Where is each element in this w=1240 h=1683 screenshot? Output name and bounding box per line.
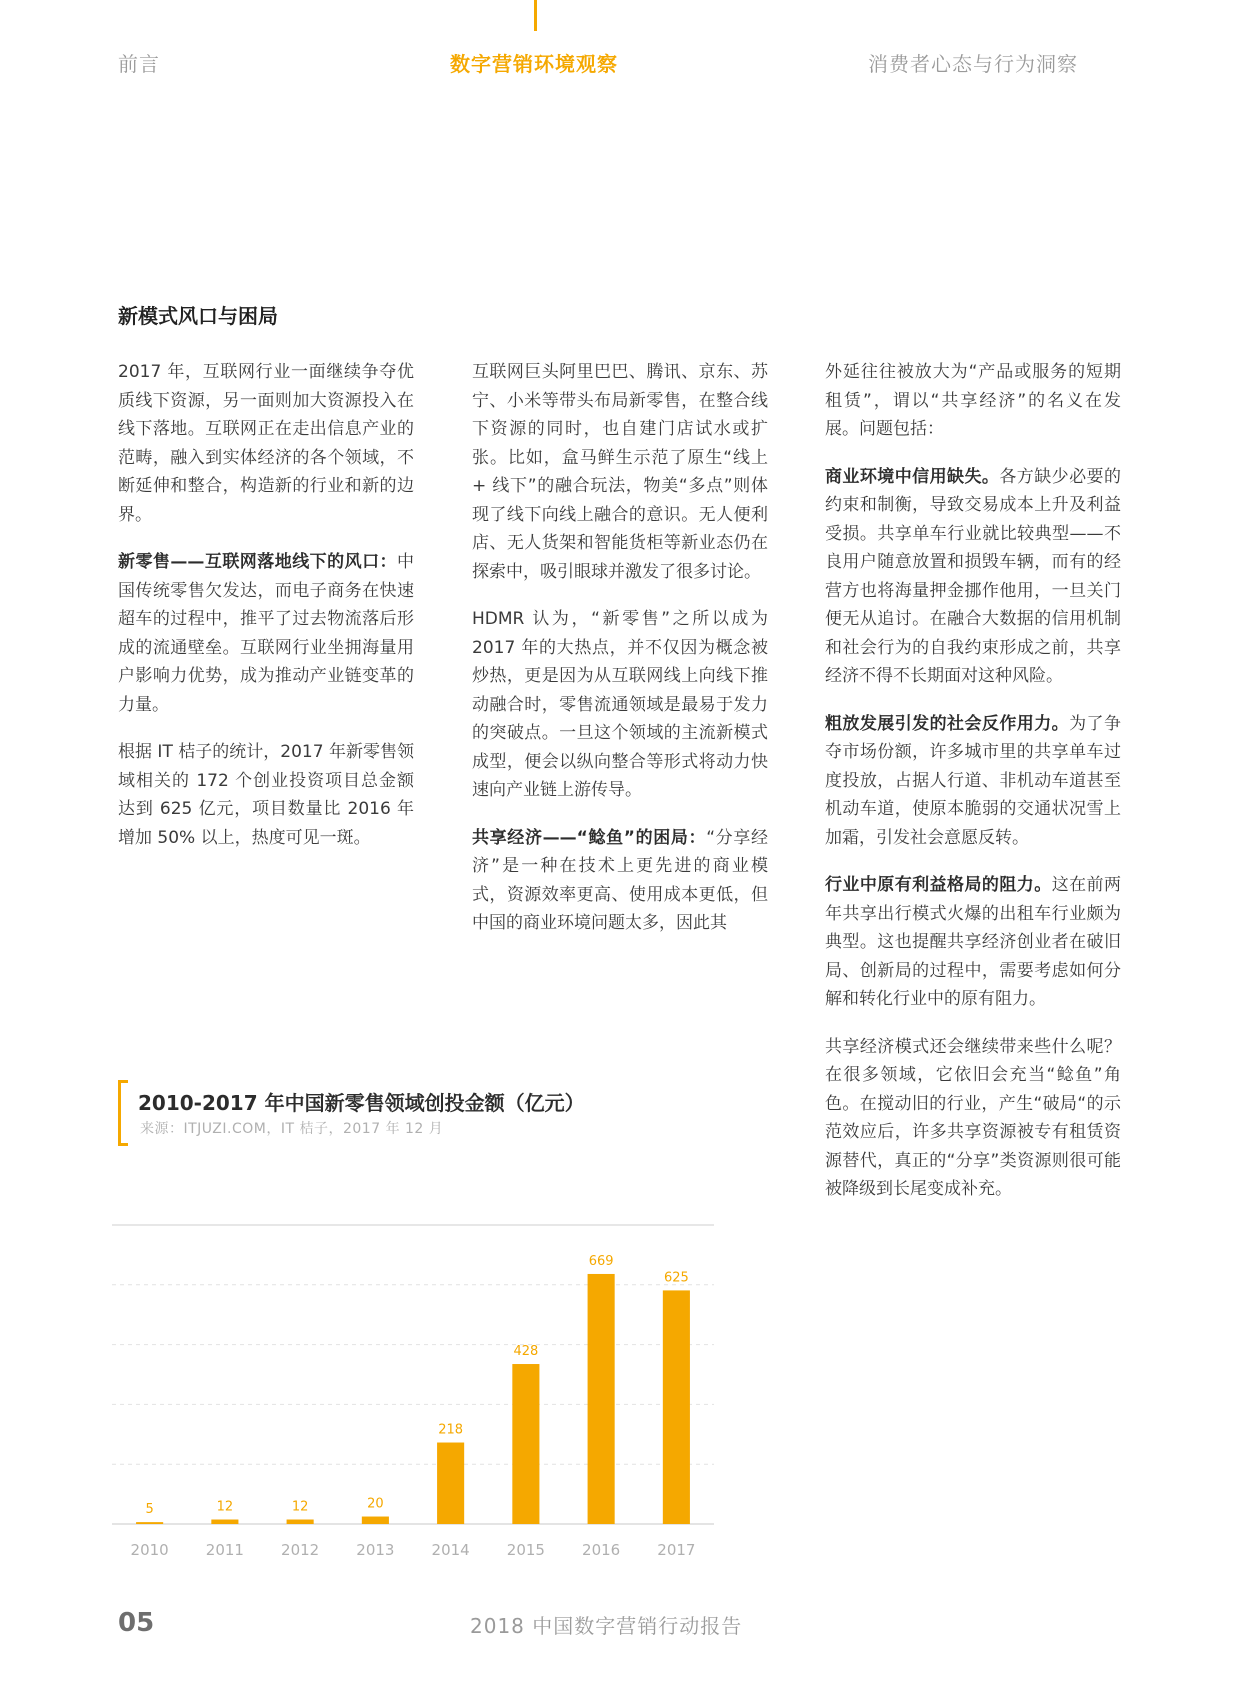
paragraph-text: 共享经济模式还会继续带来些什么呢？在很多领域，它依旧会充当“鲶鱼”角色。在搅动旧的行业，产生“破局“的示范效应后，许多共享资源被专有租赁资源替代，真正的“分享”类资源则很可能被降级到长尾变成补充。	[825, 1036, 1121, 1199]
paragraph	[472, 358, 768, 586]
paragraph	[472, 605, 768, 805]
paragraph-text: 这在前两年共享出行模式火爆的出租车行业颇为典型。这也提醒共享经济创业者在破旧局、创新局的过程中，需要考虑如何分解和转化行业中的原有阻力。	[825, 875, 1121, 1009]
paragraph-lead: 新零售——互联网落地线下的风口：	[118, 552, 397, 572]
page-number: 05	[118, 1608, 155, 1638]
x-tick-label-2012: 2012	[281, 1541, 320, 1559]
bar-value-label-2012: 12	[291, 1499, 309, 1515]
text-column-3	[825, 358, 1121, 1223]
paragraph-lead: 共享经济——“鲶鱼”的困局：	[472, 827, 707, 848]
paragraph	[472, 824, 768, 938]
paragraph-text: “分享经济”是一种在技术上更先进的商业模式，资源效率更高、使用成本更低，但中国的商业环境问题太多，因此其	[472, 827, 768, 933]
paragraph-text: 外延往往被放大为“产品或服务的短期租赁”，谓以“共享经济”的名义在发展。问题包括：	[825, 362, 1121, 439]
paragraph-lead: 粗放发展引发的社会反作用力。	[825, 713, 1070, 734]
nav-digital-marketing-environment[interactable]: 数字营销环境观察	[450, 52, 618, 76]
x-tick-label-2015: 2015	[506, 1541, 545, 1559]
paragraph-lead: 行业中原有利益格局的阻力。	[825, 875, 1052, 895]
chart-title: 2010-2017 年中国新零售领域创投金额（亿元）	[138, 1091, 585, 1115]
x-tick-label-2014: 2014	[431, 1541, 470, 1559]
paragraph	[825, 358, 1121, 444]
bar-2013	[362, 1517, 389, 1524]
x-tick-label-2017: 2017	[657, 1541, 696, 1559]
footer-title: 2018 中国数字营销行动报告	[470, 1614, 743, 1638]
paragraph	[825, 463, 1121, 691]
paragraph-text: 中国传统零售欠发达，而电子商务在快速超车的过程中，推平了过去物流落后形成的流通壁垒。互联网行业坐拥海量用户影响力优势，成为推动产业链变革的力量。	[118, 552, 414, 715]
paragraph	[118, 358, 414, 529]
paragraph-text: 2017 年，互联网行业一面继续争夺优质线下资源，另一面则加大资源投入在线下落地。互联网正在走出信息产业的范畴，融入到实体经济的各个领域，不断延伸和整合，构造新的行业和新的边界。	[118, 362, 414, 525]
paragraph	[118, 548, 414, 719]
x-tick-label-2011: 2011	[205, 1541, 244, 1559]
paragraph	[825, 710, 1121, 853]
chart-title-bracket	[118, 1080, 128, 1146]
nav-preface[interactable]: 前言	[118, 52, 160, 76]
top-marker	[534, 0, 537, 31]
paragraph-text: 根据 IT 桔子的统计，2017 年新零售领域相关的 172 个创业投资项目总金额达到 625 亿元，项目数量比 2016 年增加 50% 以上，热度可见一斑。	[118, 742, 414, 848]
x-tick-label-2010: 2010	[130, 1541, 169, 1559]
paragraph-lead: 商业环境中信用缺失。	[825, 466, 1000, 487]
bar-2014	[437, 1443, 464, 1524]
bar-value-label-2016: 669	[588, 1253, 614, 1269]
paragraph-text: 各方缺少必要的约束和制衡，导致交易成本上升及利益受损。共享单车行业就比较典型——不良用户随意放置和损毁车辆，而有的经营方也将海量押金挪作他用，一旦关门便无从追讨。在融合大数据的信用机制和社会行为的自我约束形成之前，共享经济不得不长期面对这种风险。	[825, 466, 1121, 686]
bar-2010	[136, 1522, 163, 1524]
bar-2016	[588, 1274, 615, 1524]
paragraph-text: 互联网巨头阿里巴巴、腾讯、京东、苏宁、小米等带头布局新零售，在整合线下资源的同时，也自建门店试水或扩张。比如，盒马鲜生示范了原生“线上 + 线下”的融合玩法，物美“多点”则体现了线下向线上融合的意识。无人便利店、无人货架和智能货柜等新业态仍在探索中，吸引眼球并激发了很多讨论。	[472, 362, 768, 582]
paragraph	[118, 738, 414, 852]
bar-chart	[110, 1200, 770, 1590]
text-column-2	[472, 358, 768, 957]
nav-consumer-insights[interactable]: 消费者心态与行为洞察	[868, 52, 1078, 76]
bar-2015	[512, 1364, 539, 1524]
bar-value-label-2013: 20	[367, 1496, 384, 1512]
bar-2012	[287, 1520, 314, 1524]
bar-value-label-2011: 12	[216, 1499, 234, 1515]
bar-2011	[211, 1520, 238, 1524]
text-column-1	[118, 358, 414, 871]
x-tick-label-2016: 2016	[582, 1541, 621, 1559]
bar-2017	[663, 1290, 690, 1524]
paragraph-text: HDMR 认为，“新零售”之所以成为 2017 年的大热点，并不仅因为概念被炒热，更是因为从互联网线上向线下推动融合时，零售流通领域是最易于发力的突破点。一旦这个领域的主流新模式成型，便会以纵向整合等形式将动力快速向产业链上游传导。	[472, 609, 768, 800]
x-tick-label-2013: 2013	[356, 1541, 395, 1559]
bar-value-label-2010: 5	[145, 1502, 154, 1518]
bar-value-label-2017: 625	[663, 1270, 689, 1286]
paragraph	[825, 1033, 1121, 1204]
paragraph	[825, 871, 1121, 1014]
section-heading: 新模式风口与困局	[118, 304, 278, 328]
chart-source: 来源：ITJUZI.COM，IT 桔子，2017 年 12 月	[140, 1121, 444, 1137]
bar-value-label-2014: 218	[438, 1422, 464, 1438]
paragraph-text: 为了争夺市场份额，许多城市里的共享单车过度投放，占据人行道、非机动车道甚至机动车道，使原本脆弱的交通状况雪上加霜，引发社会意愿反转。	[825, 713, 1121, 848]
bar-value-label-2015: 428	[513, 1344, 539, 1360]
